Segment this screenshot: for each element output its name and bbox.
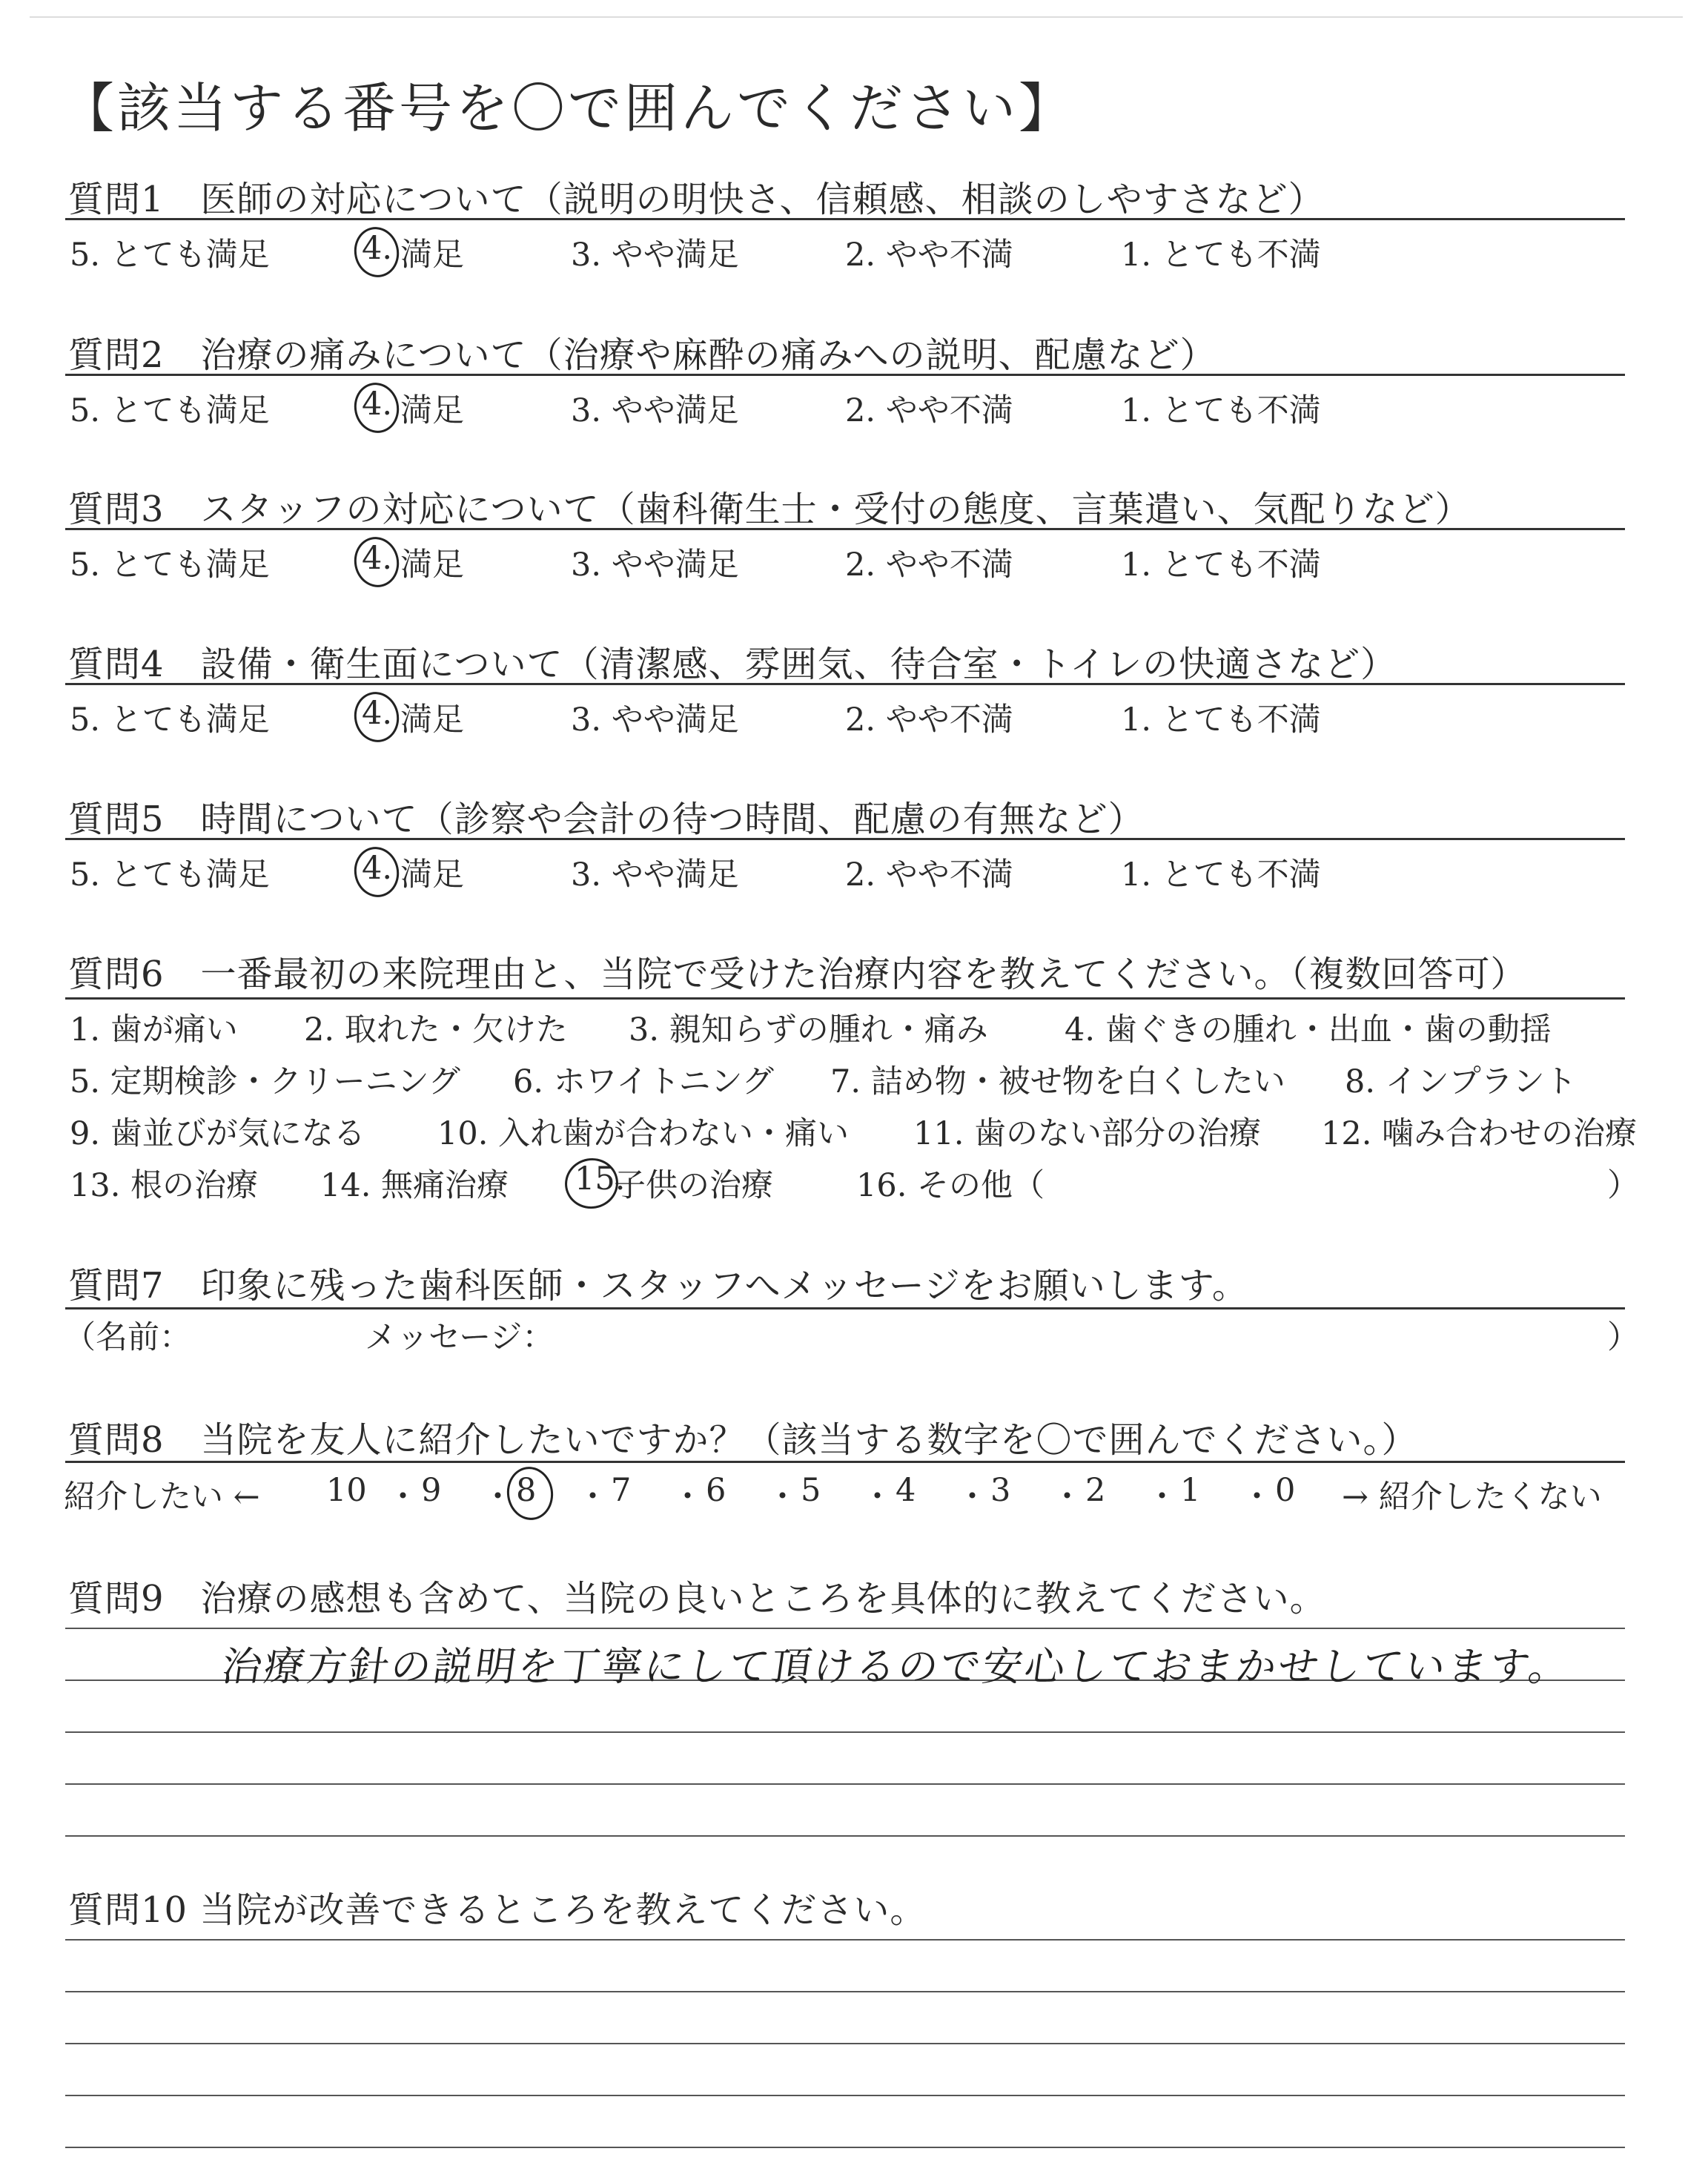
q8-separator: ・ [861, 1479, 893, 1516]
q1-option: 満足 [400, 237, 464, 274]
q8-separator: ・ [1051, 1479, 1083, 1516]
q4-option: 4. [362, 695, 393, 732]
q7-rule [65, 1307, 1625, 1309]
q8-separator: ・ [1241, 1479, 1273, 1516]
q6-option: 12. 噛み合わせの治療 [1321, 1115, 1638, 1152]
q6-option: 9. 歯並びが気になる [70, 1115, 365, 1152]
q5-option: 満足 [400, 856, 464, 894]
q6-option: 8. インプラント [1345, 1063, 1577, 1100]
q8-scale-number: 6 [706, 1472, 726, 1509]
q8-separator: ・ [1146, 1479, 1178, 1516]
q7-close-paren: ） [1607, 1319, 1639, 1356]
q8-scale-number: 1 [1180, 1472, 1201, 1509]
q1-option: 1. とても不満 [1121, 237, 1321, 274]
q4-option: 5. とても満足 [70, 701, 270, 739]
q2-option: 4. [362, 386, 393, 423]
q8-scale-number: 10 [326, 1472, 367, 1509]
q3-option: 1. とても不満 [1121, 546, 1321, 584]
q8-left-label: 紹介したい ← [64, 1479, 260, 1516]
q5-option: 2. やや不満 [845, 856, 1013, 894]
q8-rule [65, 1461, 1625, 1463]
q8-scale-number: 3 [990, 1472, 1011, 1509]
q8-scale-number: 8 [516, 1472, 537, 1509]
q5-option: 1. とても不満 [1121, 856, 1321, 894]
q2-option: 1. とても不満 [1121, 392, 1321, 429]
q7-name-label: （名前： [64, 1319, 191, 1356]
q6-option: 6. ホワイトニング [513, 1063, 774, 1100]
q1-option: 3. やや満足 [571, 237, 739, 274]
q8-scale-number: 5 [801, 1472, 821, 1509]
q2-option: 2. やや不満 [845, 392, 1013, 429]
q8-separator: ・ [956, 1479, 988, 1516]
q10-line-3 [65, 2043, 1625, 2044]
q5-option: 4. [362, 850, 393, 887]
q6-option: 15. [575, 1160, 626, 1198]
q9-label: 質問9 治療の感想も含めて、当院の良いところを具体的に教えてください。 [68, 1578, 1326, 1619]
q10-line-5 [65, 2147, 1625, 2148]
q2-option: 3. やや満足 [571, 392, 739, 429]
q6-option: 5. 定期検診・クリーニング [70, 1063, 460, 1100]
q1-rule [65, 218, 1625, 220]
q8-scale-number: 7 [611, 1472, 632, 1509]
q6-option: 13. 根の治療 [70, 1167, 259, 1204]
q6-rule [65, 997, 1625, 1000]
q4-rule [65, 683, 1625, 685]
q5-label: 質問5 時間について（診察や会計の待つ時間、配慮の有無など） [68, 799, 1145, 840]
q2-selected-circle [350, 379, 404, 437]
q4-option: 1. とても不満 [1121, 701, 1321, 739]
scan-top-edge [30, 16, 1683, 18]
q3-label: 質問3 スタッフの対応について（歯科衛生士・受付の態度、言葉遣い、気配りなど） [68, 489, 1472, 530]
q9-line-1 [65, 1628, 1625, 1629]
q8-scale-number: 0 [1275, 1472, 1296, 1509]
q8-scale-number: 4 [896, 1472, 916, 1509]
q10-line-4 [65, 2095, 1625, 2096]
q9-line-5 [65, 1835, 1625, 1837]
q6-option: 3. 親知らずの腫れ・痛み [629, 1011, 988, 1048]
q8-separator: ・ [767, 1479, 798, 1516]
q3-option: 2. やや不満 [845, 546, 1013, 584]
q6-option: 10. 入れ歯が合わない・痛い [437, 1115, 850, 1152]
q3-option: 5. とても満足 [70, 546, 270, 584]
q1-option: 5. とても満足 [70, 237, 270, 274]
q6-option: 2. 取れた・欠けた [304, 1011, 568, 1048]
q4-option: 満足 [400, 701, 464, 739]
q6-option: 11. 歯のない部分の治療 [913, 1115, 1262, 1152]
q8-separator: ・ [672, 1479, 704, 1516]
q4-selected-circle [350, 688, 404, 747]
q6-option: 4. 歯ぐきの腫れ・出血・歯の動揺 [1065, 1011, 1552, 1048]
q4-label: 質問4 設備・衛生面について（清潔感、雰囲気、待合室・トイレの快適さなど） [68, 644, 1397, 685]
q3-option: 3. やや満足 [571, 546, 739, 584]
q8-scale-number: 9 [421, 1472, 442, 1509]
q5-selected-circle [350, 843, 404, 902]
q2-rule [65, 374, 1625, 376]
q1-label: 質問1 医師の対応について（説明の明快さ、信頼感、相談のしやすさなど） [68, 179, 1325, 220]
q4-option: 2. やや不満 [845, 701, 1013, 739]
q2-option: 満足 [400, 392, 464, 429]
q8-right-label: → 紹介したくない [1342, 1479, 1602, 1516]
q10-line-2 [65, 1991, 1625, 1992]
q7-message-label: メッセージ： [365, 1319, 555, 1356]
q8-separator: ・ [387, 1479, 419, 1516]
q9-line-4 [65, 1783, 1625, 1785]
q6-option: 1. 歯が痛い [70, 1011, 238, 1048]
q10-line-1 [65, 1939, 1625, 1941]
q4-option: 3. やや満足 [571, 701, 739, 739]
q3-option: 4. [362, 540, 393, 577]
q8-scale-number: 2 [1085, 1472, 1106, 1509]
q3-option: 満足 [400, 546, 464, 584]
q8-separator: ・ [482, 1479, 514, 1516]
page-header: 【該当する番号を〇で囲んでください】 [61, 77, 1076, 139]
q8-label: 質問8 当院を友人に紹介したいですか？（該当する数字を〇で囲んでください。） [68, 1419, 1418, 1461]
q5-option: 5. とても満足 [70, 856, 270, 894]
q6-option: 7. 詰め物・被せ物を白くしたい [830, 1063, 1285, 1100]
q6-option: ） [1607, 1167, 1639, 1204]
q7-label: 質問7 印象に残った歯科医師・スタッフへメッセージをお願いします。 [68, 1265, 1248, 1307]
q5-rule [65, 838, 1625, 840]
q1-option: 4. [362, 230, 393, 267]
q6-label: 質問6 一番最初の来院理由と、当院で受けた治療内容を教えてください。（複数回答可） [68, 954, 1527, 995]
q10-label: 質問10 当院が改善できるところを教えてください。 [68, 1889, 927, 1931]
q2-label: 質問2 治療の痛みについて（治療や麻酔の痛みへの説明、配慮など） [68, 334, 1217, 376]
q9-handwritten-answer: 治療方針の説明を丁寧にして頂けるので安心しておまかせしています。 [219, 1643, 1575, 1690]
q1-option: 2. やや不満 [845, 237, 1013, 274]
q6-option: 子供の治療 [614, 1167, 773, 1204]
q1-selected-circle [350, 223, 404, 282]
q9-line-3 [65, 1731, 1625, 1733]
q3-rule [65, 528, 1625, 530]
q8-separator: ・ [577, 1479, 609, 1516]
q6-option: 14. 無痛治療 [320, 1167, 509, 1204]
q5-option: 3. やや満足 [571, 856, 739, 894]
q6-option: 16. その他（ [856, 1167, 1045, 1204]
q3-selected-circle [350, 533, 404, 592]
q2-option: 5. とても満足 [70, 392, 270, 429]
